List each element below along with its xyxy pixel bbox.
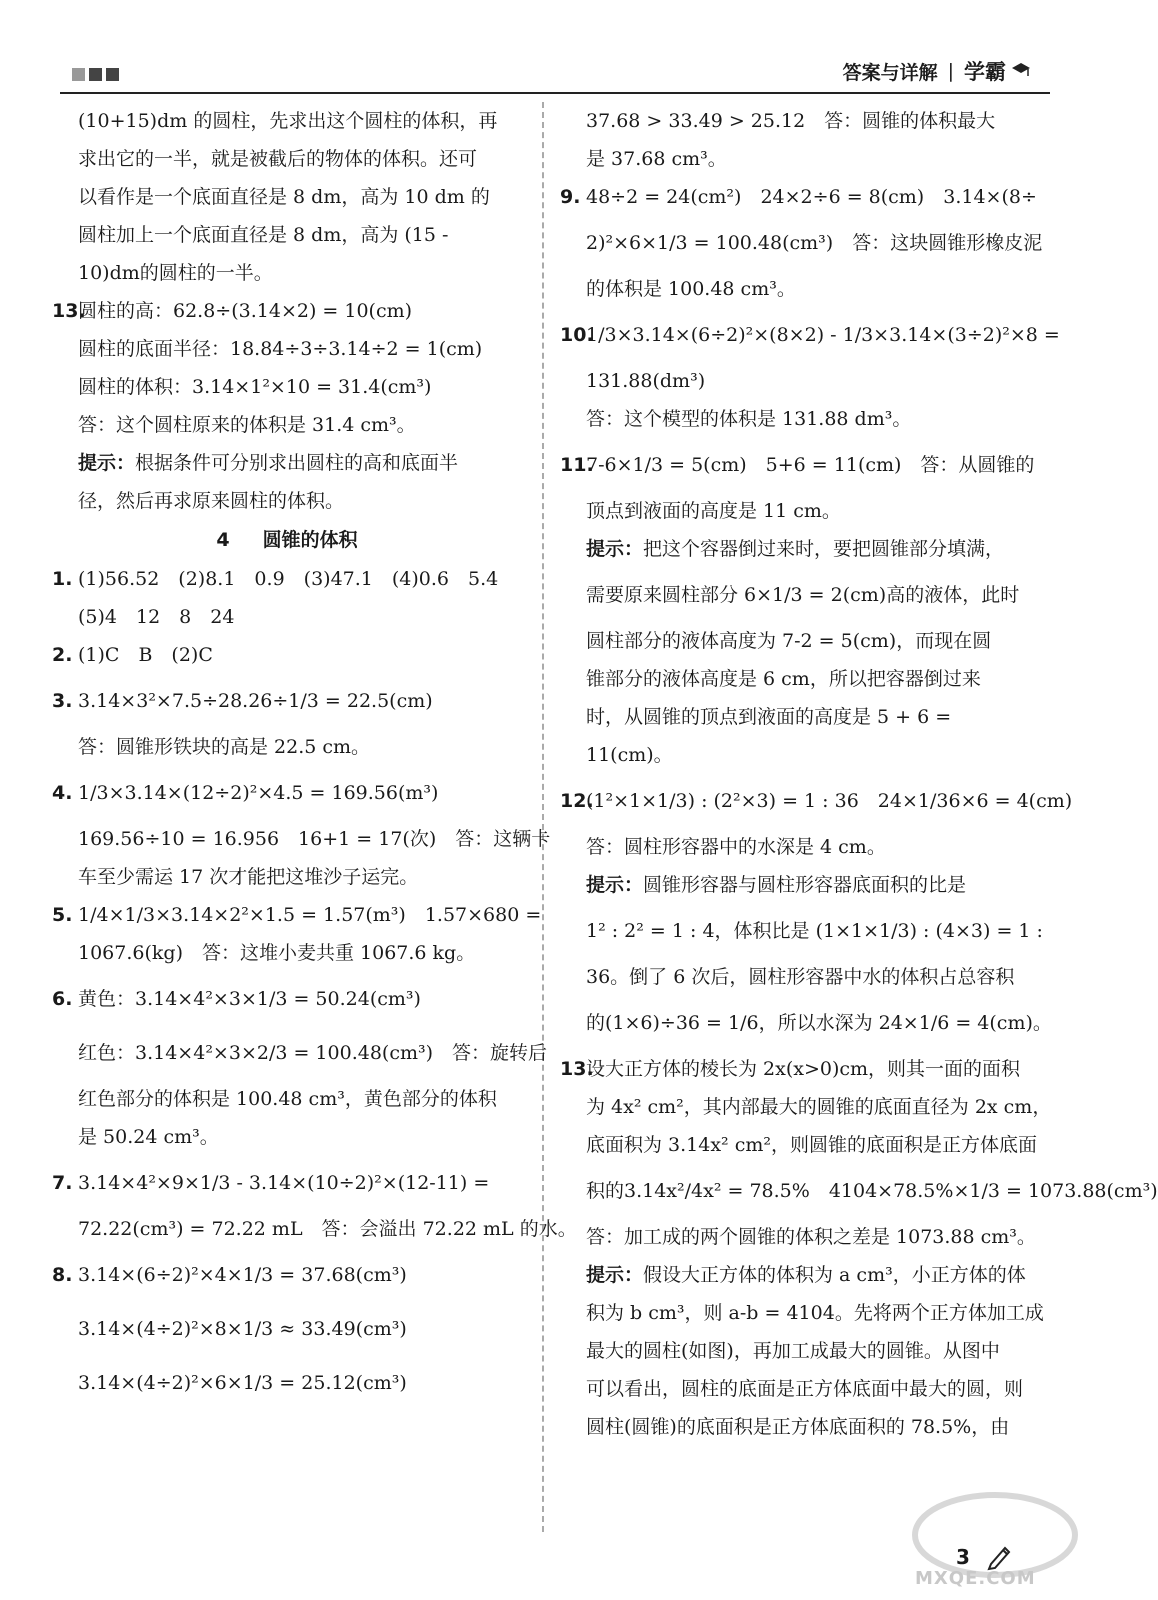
answer-text: 72.22(cm³) = 72.22 mL 答：会溢出 72.22 mL 的水。	[78, 1218, 577, 1240]
answer-line	[52, 1356, 522, 1410]
answer-text: 131.88(dm³)	[586, 370, 706, 392]
answer-text: 37.68 > 33.49 > 25.12 答：圆锥的体积最大	[586, 110, 996, 132]
answer-text: 3.14×(4÷2)²×6×1/3 = 25.12(cm³)	[78, 1372, 407, 1394]
answer-line	[52, 858, 522, 896]
answer-text: 圆柱(圆锥)的底面积是正方体底面积的 78.5%，由	[586, 1416, 1010, 1438]
answer-text: 的体积是 100.48 cm³。	[586, 278, 796, 300]
answer-line	[560, 828, 1030, 866]
page-number: 3	[956, 1545, 970, 1569]
answer-text: 169.56÷10 = 16.956 16+1 = 17(次) 答：这辆卡	[78, 828, 551, 850]
answer-line	[52, 1248, 522, 1302]
answer-line	[52, 1118, 522, 1156]
hint-label: 提示：	[586, 874, 644, 896]
answer-line	[52, 102, 522, 140]
answer-line	[560, 622, 1030, 660]
answer-text: 假设大正方体的体积为 a cm³，小正方体的体	[643, 1264, 1026, 1286]
answer-line	[52, 820, 551, 858]
section-heading	[52, 520, 522, 560]
watermark-site: MXQE.COM	[915, 1568, 1036, 1589]
answer-line	[560, 698, 1030, 736]
answer-text: 圆柱的高：62.8÷(3.14×2) = 10(cm)	[78, 300, 413, 322]
header-right	[843, 56, 1032, 86]
question-number: 2.	[52, 644, 73, 666]
answer-text: 设大正方体的棱长为 2x(x>0)cm，则其一面的面积	[586, 1058, 1021, 1080]
answer-text: 最大的圆柱(如图)，再加工成最大的圆锥。从图中	[586, 1340, 1000, 1362]
question-number: 3.	[52, 690, 73, 712]
answer-line	[560, 1164, 1158, 1218]
answer-text: (1)C B (2)C	[78, 644, 213, 666]
section-title: 圆锥的体积	[262, 529, 358, 551]
answer-line	[560, 140, 1030, 178]
question-number: 13.	[560, 1058, 594, 1080]
answer-line	[52, 330, 522, 368]
answer-text: 为 4x² cm²，其内部最大的圆锥的底面直径为 2x cm，	[586, 1096, 1052, 1118]
answer-text: 答：圆锥形铁块的高是 22.5 cm。	[78, 736, 371, 758]
answer-line	[560, 308, 1060, 362]
answer-text: 36。倒了 6 次后，圆柱形容器中水的体积占总容积	[586, 966, 1015, 988]
right-block-answers	[560, 102, 1158, 1446]
answer-text: 答：加工成的两个圆锥的体积之差是 1073.88 cm³。	[586, 1226, 1036, 1248]
answer-line	[560, 958, 1030, 996]
answer-text: 2)²×6×1/3 = 100.48(cm³) 答：这块圆锥形橡皮泥	[586, 232, 1043, 254]
answer-text: 答：圆柱形容器中的水深是 4 cm。	[586, 836, 886, 858]
answer-line	[52, 972, 522, 1026]
answer-line	[560, 904, 1043, 958]
answer-text: 1/4×1/3×3.14×2²×1.5 = 1.57(m³) 1.57×680 =	[78, 904, 542, 926]
section-label: 答案与详解	[842, 61, 938, 84]
answer-line	[560, 996, 1052, 1050]
answer-text: 3.14×(4÷2)²×8×1/3 ≈ 33.49(cm³)	[78, 1318, 407, 1340]
answer-line	[52, 1210, 577, 1248]
answer-text: 可以看出，圆柱的底面是正方体底面中最大的圆，则	[586, 1378, 1024, 1400]
answer-text: 3.14×4²×9×1/3 - 3.14×(10÷2)²×(12-11) =	[78, 1172, 490, 1194]
answer-text: 红色部分的体积是 100.48 cm³，黄色部分的体积	[78, 1088, 497, 1110]
answer-text: 1067.6(kg) 答：这堆小麦共重 1067.6 kg。	[78, 942, 476, 964]
brand-name: 学霸	[964, 60, 1006, 84]
pencil-icon	[985, 1542, 1013, 1570]
answer-text: 黄色：3.14×4²×3×1/3 = 50.24(cm³)	[78, 988, 421, 1010]
answer-line	[560, 438, 1035, 492]
answer-line	[560, 102, 1030, 140]
hint-label: 提示：	[586, 1264, 644, 1286]
answer-text: 48÷2 = 24(cm²) 24×2÷6 = 8(cm) 3.14×(8÷	[586, 186, 1037, 208]
answer-line	[52, 292, 522, 330]
column-divider	[542, 102, 544, 1532]
answer-text: 圆柱的体积：3.14×1²×10 = 31.4(cm³)	[78, 376, 432, 398]
answer-line	[52, 1156, 522, 1210]
question-number: 5.	[52, 904, 73, 926]
answer-line	[560, 568, 1030, 622]
answer-line	[52, 254, 522, 292]
answer-text: 把这个容器倒过来时，要把圆锥部分填满，	[643, 538, 1005, 560]
answer-line	[52, 728, 522, 766]
answer-text: 径，然后再求原来圆柱的体积。	[78, 490, 345, 512]
answer-text: 答：这个模型的体积是 131.88 dm³。	[586, 408, 912, 430]
answer-line	[560, 1218, 1036, 1256]
question-number: 12.	[560, 790, 594, 812]
answer-text: 是 50.24 cm³。	[78, 1126, 219, 1148]
answer-text: 时，从圆锥的顶点到液面的高度是 5 + 6 =	[586, 706, 952, 728]
answer-line	[52, 766, 522, 820]
answer-text: 顶点到液面的高度是 11 cm。	[586, 500, 841, 522]
answer-text: 7-6×1/3 = 5(cm) 5+6 = 11(cm) 答：从圆锥的	[586, 454, 1035, 476]
answer-line	[52, 444, 522, 482]
left-column	[52, 102, 577, 1410]
answer-line	[560, 1126, 1037, 1164]
answer-text: 答：这个圆柱原来的体积是 31.4 cm³。	[78, 414, 416, 436]
answer-line	[560, 1050, 1030, 1088]
answer-text: (10+15)dm 的圆柱，先求出这个圆柱的体积，再	[78, 110, 498, 132]
answer-line	[560, 1088, 1052, 1126]
answer-line	[560, 530, 1030, 568]
answer-text: 积的3.14x²/4x² = 78.5% 4104×78.5%×1/3 = 1073.88(cm³)	[586, 1180, 1158, 1202]
answer-line	[52, 482, 522, 520]
answer-line	[560, 866, 1030, 904]
answer-line	[560, 1332, 1030, 1370]
answer-line	[560, 270, 1030, 308]
answer-line	[560, 1408, 1030, 1446]
answer-line	[52, 560, 522, 598]
answer-text: 底面积为 3.14x² cm²，则圆锥的底面积是正方体底面	[586, 1134, 1037, 1156]
question-number: 11.	[560, 454, 594, 476]
answer-line	[560, 178, 1037, 216]
answer-line	[52, 178, 522, 216]
answer-line	[560, 362, 1030, 400]
hint-label: 提示：	[586, 538, 644, 560]
question-number: 6.	[52, 988, 73, 1010]
answer-text: 圆柱部分的液体高度为 7-2 = 5(cm)，而现在圆	[586, 630, 992, 652]
answer-line	[560, 216, 1043, 270]
answer-text: 红色：3.14×4²×3×2/3 = 100.48(cm³) 答：旋转后	[78, 1042, 548, 1064]
answer-line	[52, 674, 522, 728]
answer-text: 锥部分的液体高度是 6 cm，所以把容器倒过来	[586, 668, 981, 690]
question-number: 1.	[52, 568, 73, 590]
answer-text: 10)dm的圆柱的一半。	[78, 262, 273, 284]
section-number: 4	[216, 529, 230, 551]
answer-text: 需要原来圆柱部分 6×1/3 = 2(cm)高的液体，此时	[586, 584, 1020, 606]
answer-line	[560, 400, 1030, 438]
graduation-cap-icon	[1010, 60, 1032, 82]
header-separator: |	[947, 60, 954, 82]
answer-text: 圆柱的底面半径：18.84÷3÷3.14÷2 = 1(cm)	[78, 338, 483, 360]
answer-line	[560, 736, 1030, 774]
answer-line	[560, 1256, 1030, 1294]
answer-line	[52, 896, 542, 934]
answer-line	[560, 1370, 1030, 1408]
answer-text: 车至少需运 17 次才能把这堆沙子运完。	[78, 866, 419, 888]
answer-line	[52, 216, 522, 254]
answer-line	[52, 934, 522, 972]
answer-text: (1)56.52 (2)8.1 0.9 (3)47.1 (4)0.6 5.4	[78, 568, 499, 590]
answer-text: 圆柱加上一个底面直径是 8 dm，高为 (15 -	[78, 224, 449, 246]
page-header	[60, 56, 1050, 94]
answer-text: 1/3×3.14×(6÷2)²×(8×2) - 1/3×3.14×(3÷2)²×8 =	[586, 324, 1060, 346]
answer-text: 圆锥形容器与圆柱形容器底面积的比是	[643, 874, 967, 896]
left-block-answers	[52, 560, 577, 1410]
left-block-previous-answers	[52, 102, 522, 520]
answer-text: 1/3×3.14×(12÷2)²×4.5 = 169.56(m³)	[78, 782, 439, 804]
question-number: 8.	[52, 1264, 73, 1286]
hint-label: 提示：	[78, 452, 136, 474]
answer-text: 求出它的一半，就是被截后的物体的体积。还可	[78, 148, 478, 170]
right-column	[560, 102, 1158, 1446]
answer-line	[52, 1302, 522, 1356]
question-number: 10.	[560, 324, 594, 346]
question-number: 13.	[52, 300, 86, 322]
answer-text: 积为 b cm³，则 a-b = 4104。先将两个正方体加工成	[586, 1302, 1044, 1324]
answer-line	[52, 636, 522, 674]
answer-line	[560, 492, 1030, 530]
answer-line	[560, 1294, 1044, 1332]
answer-line	[52, 406, 522, 444]
answer-text: 3.14×3²×7.5÷28.26÷1/3 = 22.5(cm)	[78, 690, 433, 712]
answer-text: 的(1×6)÷36 = 1/6，所以水深为 24×1/6 = 4(cm)。	[586, 1012, 1052, 1034]
answer-text: (5)4 12 8 24	[78, 606, 235, 628]
answer-line	[52, 1026, 548, 1080]
question-number: 7.	[52, 1172, 73, 1194]
answer-text: (1²×1×1/3) : (2²×3) = 1 : 36 24×1/36×6 = 4(cm)	[586, 790, 1073, 812]
answer-text: 是 37.68 cm³。	[586, 148, 727, 170]
answer-line	[52, 1080, 522, 1118]
question-number: 9.	[560, 186, 581, 208]
answer-text: 以看作是一个底面直径是 8 dm，高为 10 dm 的	[78, 186, 490, 208]
question-number: 4.	[52, 782, 73, 804]
answer-text: 1² : 2² = 1 : 4，体积比是 (1×1×1/3) : (4×3) = 1 :	[586, 920, 1043, 942]
answer-text: 根据条件可分别求出圆柱的高和底面半	[135, 452, 459, 474]
answer-line	[52, 368, 522, 406]
answer-line	[560, 660, 1030, 698]
header-squares-icon	[72, 68, 119, 81]
answer-line	[560, 774, 1073, 828]
answer-text: 3.14×(6÷2)²×4×1/3 = 37.68(cm³)	[78, 1264, 407, 1286]
answer-line	[52, 598, 522, 636]
answer-line	[52, 140, 522, 178]
answer-text: 11(cm)。	[586, 744, 673, 766]
